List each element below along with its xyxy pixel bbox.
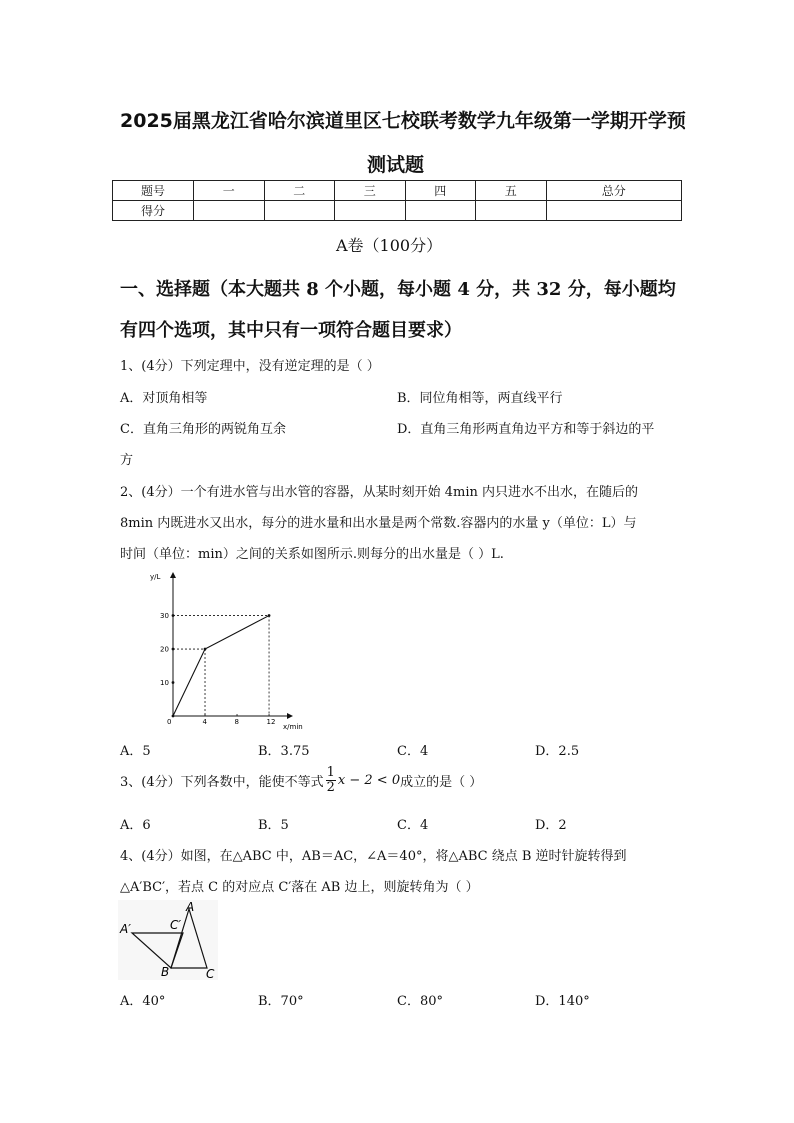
y-tick-dot — [172, 681, 175, 684]
x-tick-label: 4 — [202, 718, 207, 726]
document-title-line2: 测试题 — [367, 154, 425, 176]
q4-option-b: B．70° — [258, 994, 304, 1009]
score-input-cell — [264, 201, 335, 221]
score-table-header-row — [113, 181, 682, 201]
q3-option-b: B．5 — [258, 818, 289, 833]
q3-fraction-numerator: 1 — [326, 765, 335, 780]
score-cell: 三 — [335, 181, 406, 201]
label-b: B — [161, 965, 170, 979]
score-input-cell — [546, 201, 682, 221]
y-axis-arrow — [170, 572, 176, 578]
q2-option-b: B．3.75 — [258, 744, 310, 759]
score-table-score-row — [113, 201, 682, 221]
q1-stem: 1、(4分）下列定理中，没有逆定理的是（ ） — [120, 359, 380, 374]
score-input-cell — [194, 201, 265, 221]
q3-stem-prefix: 3、(4分）下列各数中，能使不等式 — [120, 775, 324, 790]
score-cell: 二 — [264, 181, 335, 201]
data-point — [172, 715, 175, 718]
x-axis-arrow — [287, 713, 293, 719]
q3-option-a: A．6 — [120, 818, 151, 833]
score-cell: 题号 — [113, 181, 194, 201]
q2-stem-line3: 时间（单位：min）之间的关系如图所示.则每分的出水量是（ ）L. — [120, 547, 504, 562]
score-cell: 四 — [405, 181, 476, 201]
data-point — [204, 648, 207, 651]
score-cell: 得分 — [113, 201, 194, 221]
q2-option-c: C．4 — [397, 744, 429, 759]
q3-fraction-denominator: 2 — [326, 780, 335, 795]
x-tick-label: 8 — [234, 718, 239, 726]
y-tick-label: 20 — [160, 645, 169, 654]
q1-option-d: D．直角三角形两直角边平方和等于斜边的平 — [397, 422, 655, 437]
document-title-line1: 2025届黑龙江省哈尔滨道里区七校联考数学九年级第一学期开学预 — [120, 110, 686, 132]
y-tick-label: 10 — [160, 679, 169, 688]
score-input-cell — [335, 201, 406, 221]
label-a: A — [186, 900, 195, 914]
score-input-cell — [476, 201, 547, 221]
q3-stem-suffix: 成立的是（ ） — [400, 775, 483, 790]
x-tick-label: 12 — [266, 718, 276, 726]
y-axis-label: y/L — [150, 573, 161, 581]
score-cell: 总分 — [546, 181, 682, 201]
series-line — [173, 616, 269, 716]
rotated-triangle-figure — [118, 900, 218, 980]
q3-inequality-expression: x − 2 < 0 — [337, 773, 401, 788]
score-table — [112, 180, 682, 221]
label-c: C — [206, 967, 215, 981]
section-a-heading: A卷（100分） — [336, 236, 443, 255]
part1-heading-line1: 一、选择题（本大题共 8 个小题，每小题 4 分，共 32 分，每小题均 — [120, 279, 676, 300]
q1-option-b: B．同位角相等，两直线平行 — [397, 391, 563, 406]
part1-heading-line2: 有四个选项，其中只有一项符合题目要求） — [120, 320, 462, 341]
q2-option-d: D．2.5 — [535, 744, 580, 759]
data-point — [268, 614, 271, 617]
x-tick-label: 0 — [167, 718, 172, 726]
q2-option-a: A．5 — [120, 744, 151, 759]
q3-option-d: D．2 — [535, 818, 567, 833]
y-tick-label: 30 — [160, 612, 169, 621]
q2-stem-line2: 8min 内既进水又出水，每分的进水量和出水量是两个常数.容器内的水量 y（单位：L）与 — [120, 516, 637, 531]
label-c-prime: C′ — [170, 918, 182, 932]
score-cell: 五 — [476, 181, 547, 201]
q1-option-d-continued: 方 — [120, 453, 134, 468]
q3-stem — [120, 766, 482, 795]
q4-option-a: A．40° — [120, 994, 166, 1009]
q2-stem-line1: 2、(4分）一个有进水管与出水管的容器，从某时刻开始 4min 内只进水不出水，在随后的 — [120, 485, 639, 500]
water-volume-chart — [140, 568, 303, 731]
score-input-cell — [405, 201, 476, 221]
q4-option-d: D．140° — [535, 994, 590, 1009]
q4-stem-line1: 4、(4分）如图，在△ABC 中，AB＝AC，∠A＝40°，将△ABC 绕点 B 逆时针旋转得到 — [120, 849, 627, 864]
score-cell: 一 — [194, 181, 265, 201]
q1-option-c: C．直角三角形的两锐角互余 — [120, 422, 286, 437]
q3-fraction — [326, 766, 336, 795]
q4-stem-line2: △A′BC′，若点 C 的对应点 C′落在 AB 边上，则旋转角为（ ） — [120, 880, 479, 895]
q3-option-c: C．4 — [397, 818, 429, 833]
label-a-prime: A′ — [120, 922, 131, 936]
x-axis-label: x/min — [283, 723, 303, 731]
q1-option-a: A．对顶角相等 — [120, 391, 208, 406]
q4-option-c: C．80° — [397, 994, 443, 1009]
